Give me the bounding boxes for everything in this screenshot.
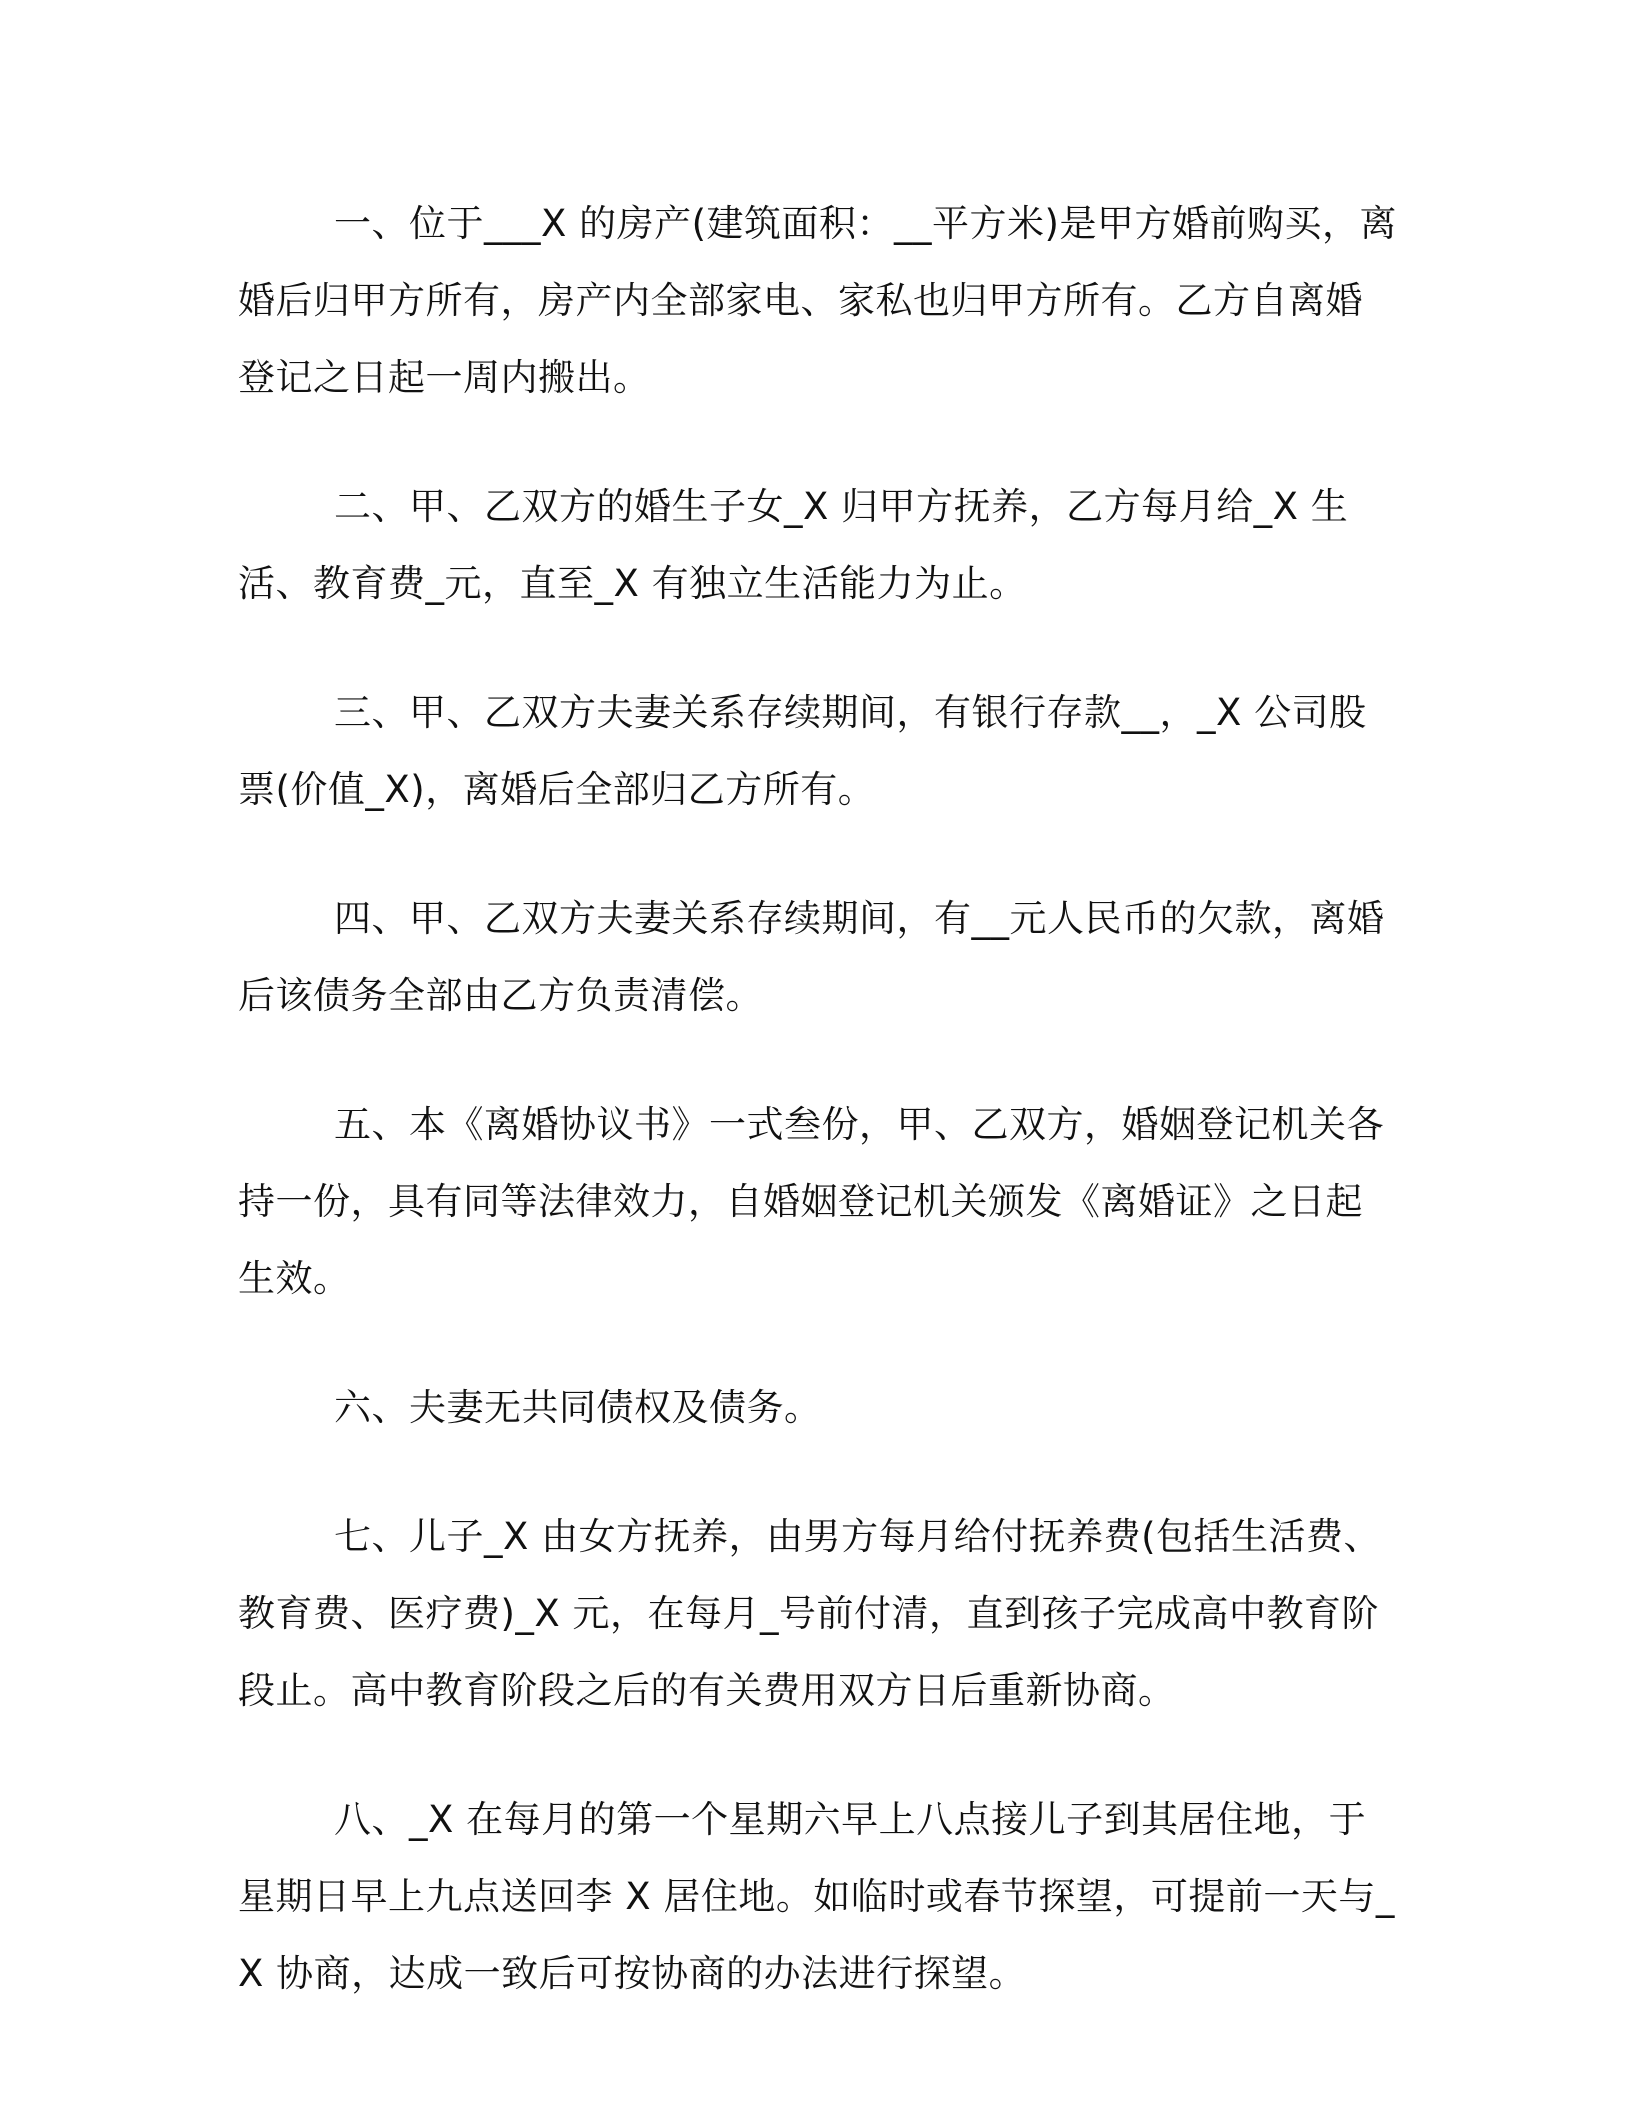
clause-5: 五、本《离婚协议书》一式叁份，甲、乙双方，婚姻登记机关各持一份，具有同等法律效力，自婚姻登记机关颁发《离婚证》之日起生效。 bbox=[238, 1103, 1384, 1300]
clause-7: 七、儿子_X 由女方抚养，由男方每月给付抚养费(包括生活费、教育费、医疗费)_X 元，在每月_号前付清，直到孩子完成高中教育阶段止。高中教育阶段之后的有关费用双方日后重新协商。 bbox=[238, 1515, 1382, 1712]
clause-1: 一、位于___X 的房产(建筑面积：__平方米)是甲方婚前购买，离婚后归甲方所有，房产内全部家电、家私也归甲方所有。乙方自离婚登记之日起一周内搬出。 bbox=[238, 202, 1397, 399]
document-body bbox=[238, 185, 1398, 2064]
clause-4: 四、甲、乙双方夫妻关系存续期间，有__元人民币的欠款，离婚后该债务全部由乙方负责清偿。 bbox=[238, 897, 1385, 1017]
clause-2: 二、甲、乙双方的婚生子女_X 归甲方抚养，乙方每月给_X 生活、教育费_元，直至_X 有独立生活能力为止。 bbox=[238, 485, 1349, 605]
clause-8: 八、_X 在每月的第一个星期六早上八点接儿子到其居住地，于星期日早上九点送回李 X 居住地。如临时或春节探望，可提前一天与_X 协商，达成一致后可按协商的办法进行探望。 bbox=[238, 1798, 1395, 1995]
clause-6: 六、夫妻无共同债权及债务。 bbox=[334, 1386, 822, 1429]
clause-3: 三、甲、乙双方夫妻关系存续期间，有银行存款__，_X 公司股票(价值_X)，离婚后全部归乙方所有。 bbox=[238, 691, 1367, 811]
